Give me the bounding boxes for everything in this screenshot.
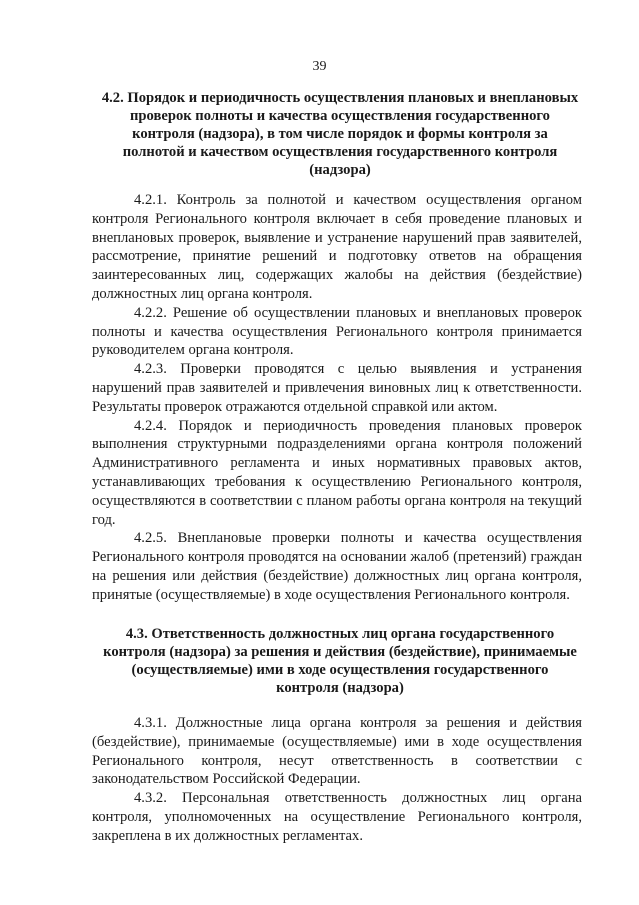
paragraph-4-2-1: 4.2.1. Контроль за полнотой и качеством осуществления органом контроля Регионального контроля включает в себя проведение плановых и внеплановых проверок, выявление и устранение нарушений прав заявителей, рассмотрение, принятие решений и подготовку ответов на обращения заинтересованных лиц, содержащих жалобы на действия (бездействие) должностных лиц органа контроля. bbox=[92, 192, 582, 302]
section-body-4-2 bbox=[92, 191, 582, 605]
section-heading-4-3: 4.3. Ответственность должностных лиц органа государственного контроля (надзора) за решения и действия (бездействие), принимаемые (осуществляемые) ими в ходе осуществления государственного контроля (надзора) bbox=[103, 626, 577, 696]
section-body-4-3 bbox=[92, 714, 582, 846]
section-heading-4-2: 4.2. Порядок и периодичность осуществления плановых и внеплановых проверок полноты и качества осуществления государственного контроля (надзора), в том числе порядок и формы контроля за полнотой и качеством осуществления государственного контроля (надзора) bbox=[101, 90, 579, 178]
paragraph-4-2-4: 4.2.4. Порядок и периодичность проведения плановых проверок выполнения структурными подразделениями органа контроля положений Административного регламента и иных нормативных правовых актов, устанавливающих требования к осуществлению Регионального контроля, осуществляются в соответствии с планом работы органа контроля на текущий год. bbox=[92, 417, 582, 528]
paragraph-4-2-5: 4.2.5. Внеплановые проверки полноты и качества осуществления Регионального контроля проводятся на основании жалоб (претензий) граждан на решения или действия (бездействие) должностных лиц органа контроля, принятые (осуществляемые) в ходе осуществления Регионального контроля. bbox=[92, 530, 582, 603]
paragraph-4-3-2: 4.3.2. Персональная ответственность должностных лиц органа контроля, уполномоченных на осуществление Регионального контроля, закреплена в их должностных регламентах. bbox=[92, 790, 582, 844]
paragraph-4-2-2: 4.2.2. Решение об осуществлении плановых и внеплановых проверок полноты и качества осуществления Регионального контроля принимается руководителем органа контроля. bbox=[92, 304, 582, 359]
paragraph-4-2-3: 4.2.3. Проверки проводятся с целью выявления и устранения нарушений прав заявителей и привлечения виновных лиц к ответственности. Результаты проверок отражаются отдельной справкой или актом. bbox=[92, 361, 582, 415]
paragraph-4-3-1: 4.3.1. Должностные лица органа контроля за решения и действия (бездействие), принимаемые (осуществляемые) ими в ходе осуществления Регионального контроля, несут ответственность в соответствии с законодательством Российской Федерации. bbox=[92, 715, 582, 788]
page-number: 39 bbox=[312, 59, 327, 74]
